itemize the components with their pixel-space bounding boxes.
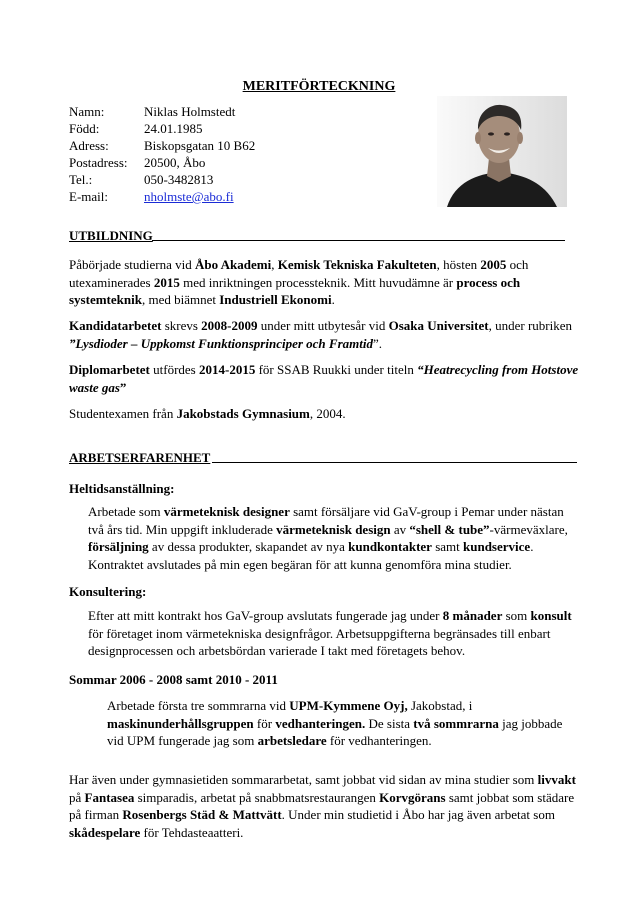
summer-paragraph: Arbetade första tre sommrarna vid UPM-Kymmene Oyj, Jakobstad, i maskinunderhållsgruppen för vedhanteringen. De sista två sommrarna jag jobbade vid UPM fungerade jag som arbetsledare för vedhanteringen. bbox=[107, 698, 563, 748]
other-work-paragraph: Har även under gymnasietiden sommararbetat, samt jobbat vid sidan av mina studier som livvakt på Fantasea simparadis, arbetat på snabbmatsrestaurangen Korvgörans samt jobbat som städare på firman Rosenbergs Städ & Mattvätt. Under min studietid i Åbo har jag även arbetat som skådespelare för Tehdasteaatteri. bbox=[69, 772, 576, 840]
info-value-postal: 20500, Åbo bbox=[144, 155, 206, 170]
section-rule-work bbox=[212, 462, 577, 463]
info-value-phone: 050-3482813 bbox=[144, 172, 214, 187]
info-label-born: Född: bbox=[69, 121, 100, 136]
section-heading-work: ARBETSERFARENHET bbox=[69, 450, 211, 465]
info-label-email: E-mail: bbox=[69, 189, 108, 204]
info-label-postal: Postadress: bbox=[69, 155, 128, 170]
profile-photo bbox=[437, 96, 567, 207]
subheading-consulting: Konsultering: bbox=[69, 584, 147, 599]
info-label-phone: Tel.: bbox=[69, 172, 93, 187]
section-rule-education bbox=[152, 240, 565, 241]
education-paragraph-1: Påbörjade studierna vid Åbo Akademi, Kemisk Tekniska Fakulteten, hösten 2005 och utexaminerades 2015 med inriktningen processteknik. Mitt huvudämne är process och systemteknik, med biämnet Industriell Ekonomi. bbox=[69, 257, 529, 307]
info-value-name: Niklas Holmstedt bbox=[144, 104, 236, 119]
info-value-address: Biskopsgatan 10 B62 bbox=[144, 138, 256, 153]
info-label-name: Namn: bbox=[69, 104, 105, 119]
email-link[interactable]: nholmste@abo.fi bbox=[144, 189, 234, 204]
portrait-image bbox=[437, 96, 567, 207]
info-label-address: Adress: bbox=[69, 138, 109, 153]
consulting-paragraph: Efter att mitt kontrakt hos GaV-group avslutats fungerade jag under 8 månader som konsult för företaget inom värmetekniska designfrågor. Arbetsuppgifterna begränsades till enbart designprocessen och arbetsbördan varierade I takt med företagets behov. bbox=[88, 608, 572, 658]
section-heading-education: UTBILDNING bbox=[69, 228, 153, 243]
education-paragraph-3: Diplomarbetet utfördes 2014-2015 för SSAB Ruukki under titeln “Heatrecycling from Hotstove waste gas” bbox=[69, 362, 579, 395]
education-paragraph-2: Kandidatarbetet skrevs 2008-2009 under mitt utbytesår vid Osaka Universitet, under rubriken ”Lysdioder – Uppkomst Funktionsprinciper och Framtid”. bbox=[69, 318, 572, 351]
document-title: MERITFÖRTECKNING bbox=[242, 79, 396, 94]
subheading-summer: Sommar 2006 - 2008 samt 2010 - 2011 bbox=[69, 672, 278, 687]
education-paragraph-4: Studentexamen från Jakobstads Gymnasium, 2004. bbox=[69, 406, 346, 421]
subheading-fulltime: Heltidsanställning: bbox=[69, 481, 175, 496]
info-value-born: 24.01.1985 bbox=[144, 121, 203, 136]
fulltime-paragraph: Arbetade som värmeteknisk designer samt försäljare vid GaV-group i Pemar under nästan två års tid. Min uppgift inkluderade värmeteknisk design av “shell & tube”-värmeväxlare, försäljning av dessa produkter, skapandet av nya kundkontakter samt kundservice. Kontraktet avslutades på min egen begäran för att kunna genomföra mina studier. bbox=[88, 504, 568, 572]
